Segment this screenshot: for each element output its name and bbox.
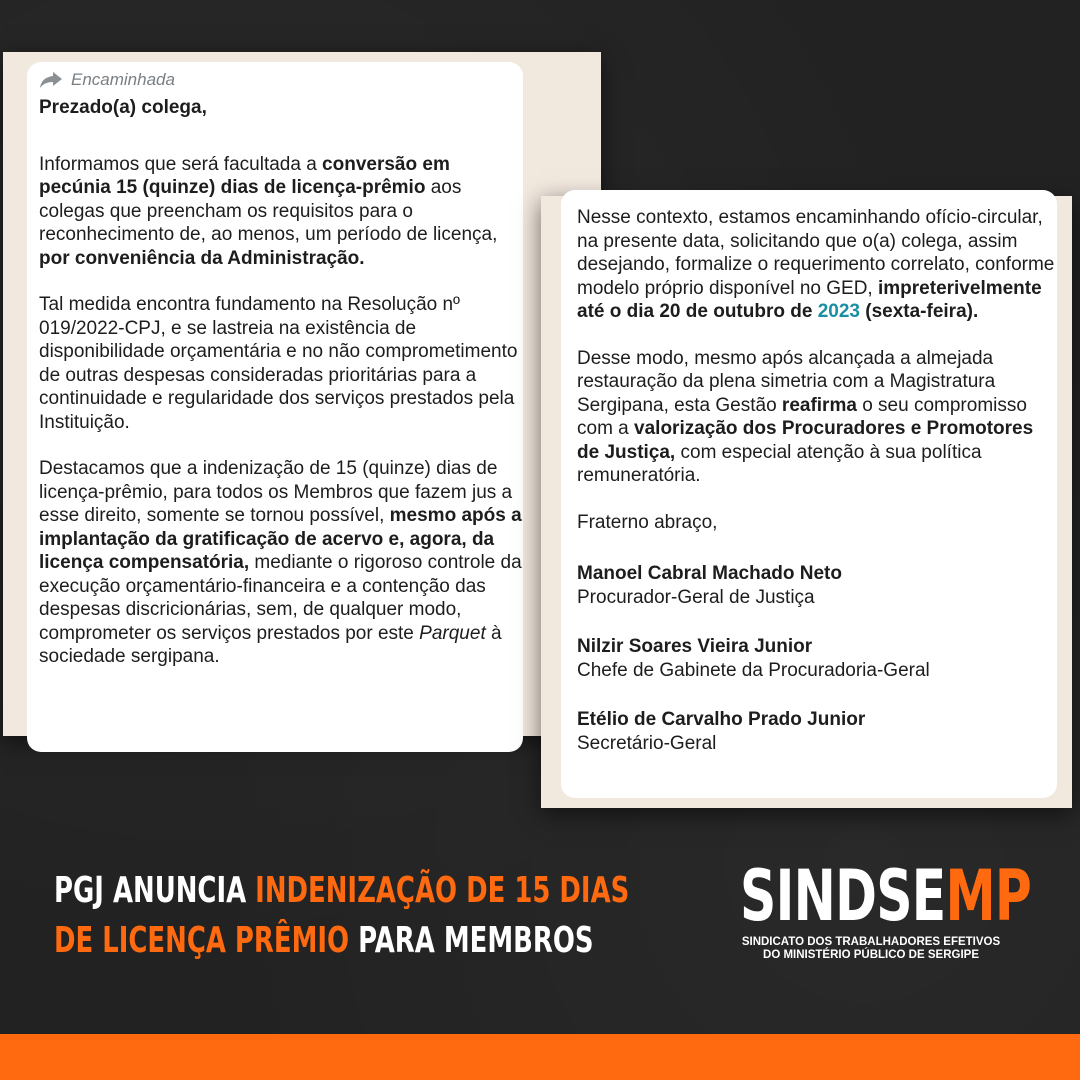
signature-3: Etélio de Carvalho Prado Junior Secretário-Geral	[577, 709, 866, 754]
screenshot-card-left	[3, 52, 601, 736]
logo-wordmark: SINDSEMP	[740, 855, 1032, 937]
forwarded-label	[39, 62, 523, 94]
forwarded-text: Encaminhada	[71, 70, 175, 90]
signature-2: Nilzir Soares Vieira Junior Chefe de Gabinete da Procuradoria-Geral	[577, 636, 930, 681]
paragraph-4: Nesse contexto, estamos encaminhando ofício-circular, na presente data, solicitando que o(a) colega, assim desejando, formalize o requerimento correlato, conforme modelo próprio disponível no GED, impreterivelmente até o dia 20 de outubro de 2023 (sexta-feira).	[577, 207, 1055, 322]
year-link: 2023	[817, 301, 860, 322]
paragraph-3: Destacamos que a indenização de 15 (quinze) dias de licença-prêmio, para todos os Membros que fazem jus a esse direito, somente se tornou possível, mesmo após a implantação da gratificação de acervo e, agora, da licença compensatória, mediante o rigoroso controle da execução orçamentário-financeira e a contenção das despesas discricionárias, sem, de qualquer modo, comprometer os serviços prestados por este Parquet à sociedade sergipana.	[39, 458, 522, 667]
forward-arrow-icon	[39, 71, 63, 89]
paragraph-2: Tal medida encontra fundamento na Resolução nº 019/2022-CPJ, e se lastreia na existência de disponibilidade orçamentária e no não comprometimento de outras despesas consideradas prioritárias para a continuidade e regularidade dos serviços prestados pela Instituição.	[39, 294, 518, 433]
paragraph-5: Desse modo, mesmo após alcançada a almejada restauração da plena simetria com a Magistratura Sergipana, esta Gestão reafirma o seu compromisso com a valorização dos Procuradores e Promotores de Justiça, com especial atenção à sua política remuneratória.	[577, 347, 1034, 486]
closing: Fraterno abraço,	[577, 511, 718, 533]
headline-line-1: PGJ ANUNCIA INDENIZAÇÃO DE 15 DIAS	[54, 870, 630, 911]
footer-accent-bar	[0, 1034, 1080, 1080]
logo-subtitle: SINDICATO DOS TRABALHADORES EFETIVOS DO MINISTÉRIO PÚBLICO DE SERGIPE	[741, 936, 1001, 961]
signature-1: Manoel Cabral Machado Neto Procurador-Geral de Justiça	[577, 563, 842, 608]
sindsemp-logo	[740, 855, 1032, 962]
message-bubble-left	[27, 62, 523, 752]
message-bubble-right	[561, 190, 1057, 798]
greeting: Prezado(a) colega,	[39, 97, 207, 118]
paragraph-1: Informamos que será facultada a conversão em pecúnia 15 (quinze) dias de licença-prêmio aos colegas que preencham os requisitos para o reconhecimento de, ao menos, um período de licença, por conveniência da Administração.	[39, 153, 498, 269]
screenshot-card-right	[541, 196, 1072, 808]
headline-line-2: DE LICENÇA PRÊMIO PARA MEMBROS	[54, 920, 594, 961]
headline	[54, 866, 629, 966]
